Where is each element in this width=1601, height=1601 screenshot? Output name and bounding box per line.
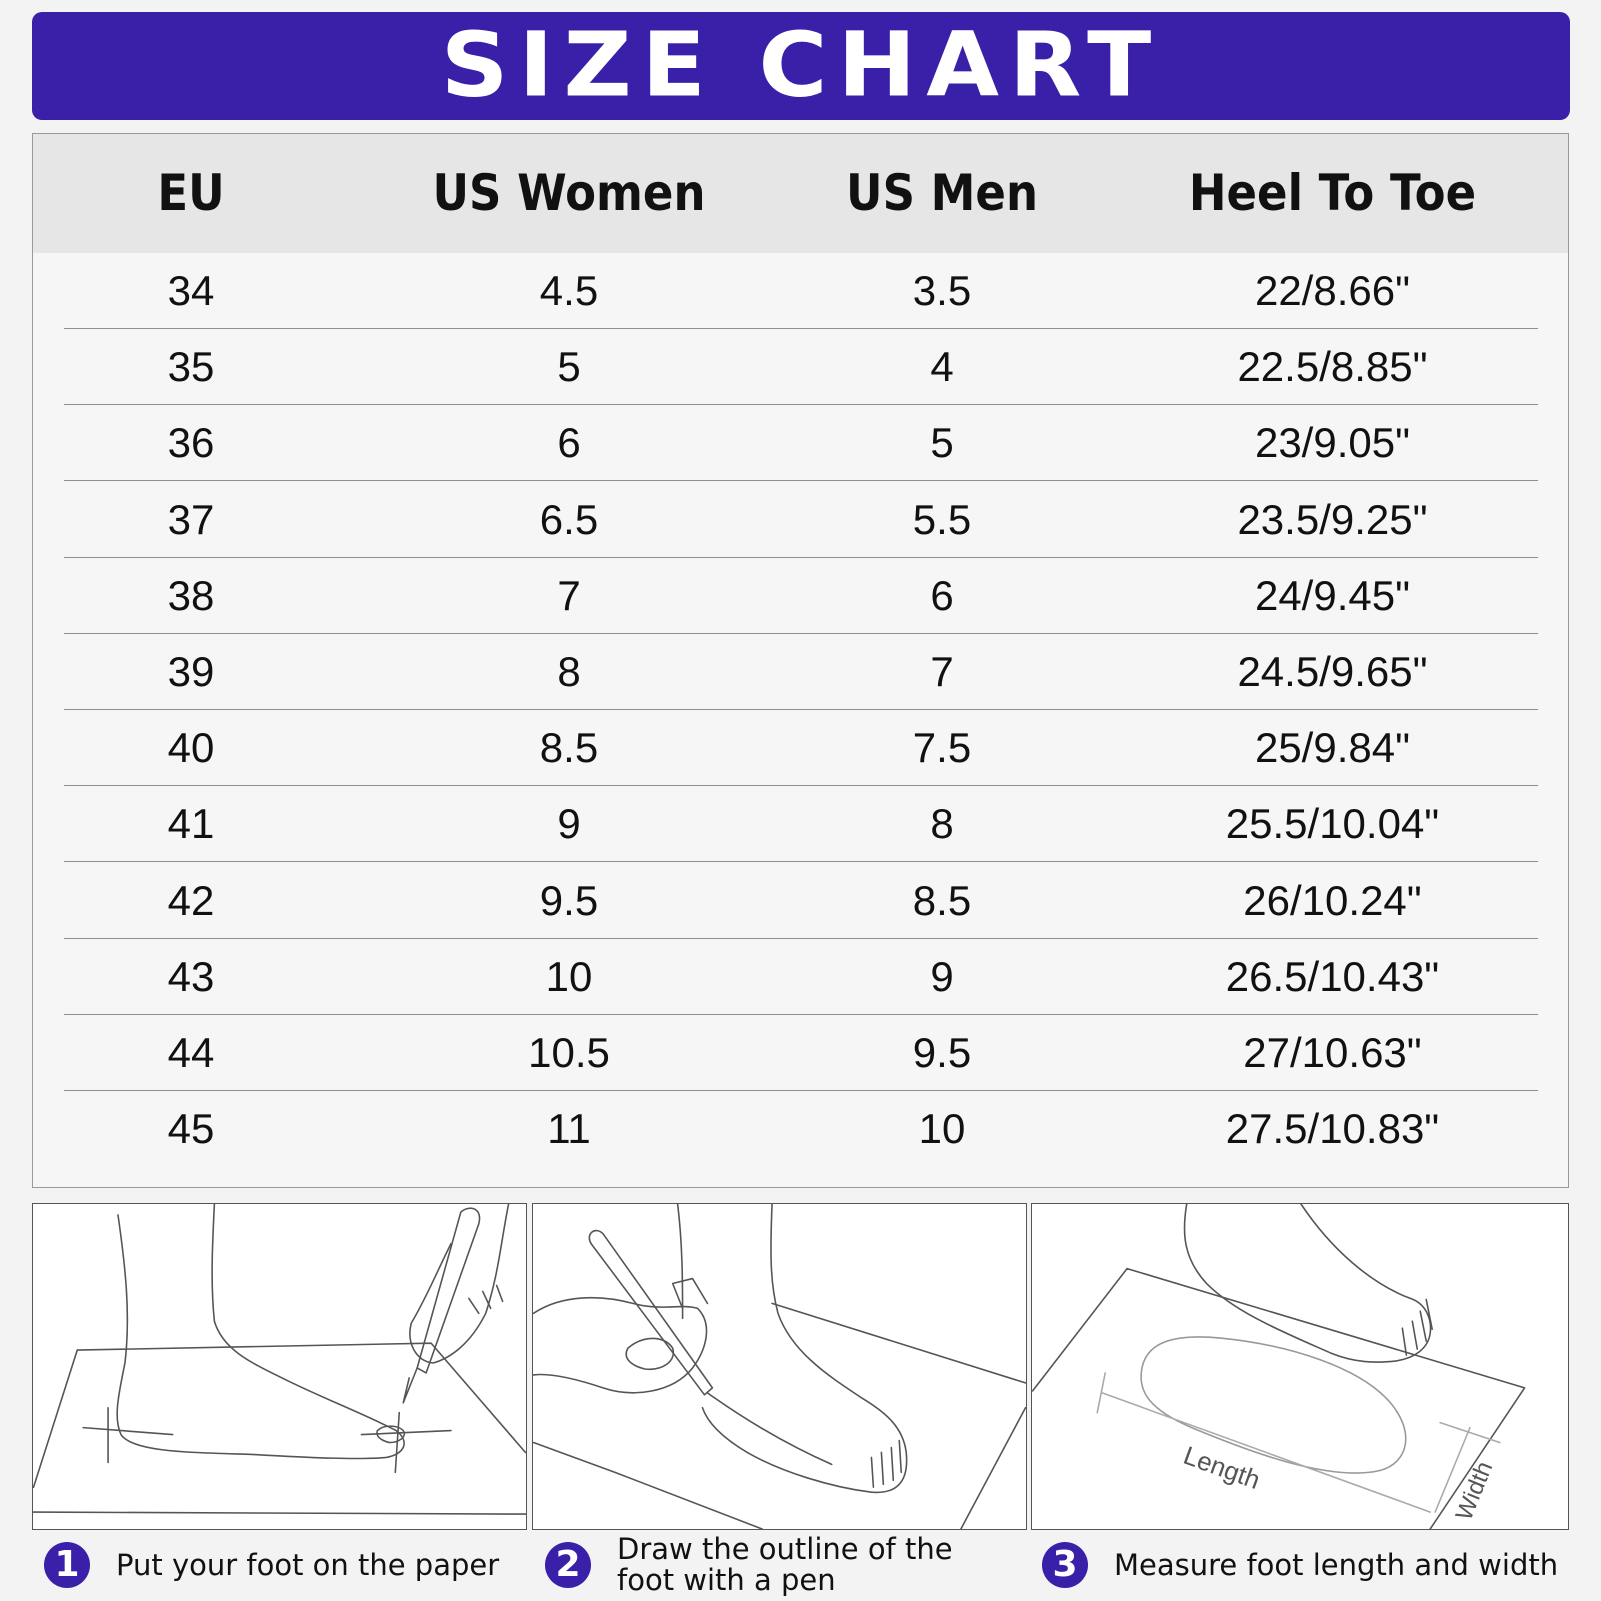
cell-us-men: 5 (930, 419, 954, 467)
cell-us-men: 5.5 (912, 495, 972, 543)
cell-us-women: 6.5 (539, 495, 599, 543)
foot-on-paper-illustration (33, 1204, 526, 1529)
width-label: Width (1450, 1457, 1499, 1525)
table-row (33, 482, 1568, 558)
step-2 (545, 1532, 1005, 1597)
cell-eu: 34 (167, 267, 215, 314)
step-1-text: Put your foot on the paper (116, 1547, 500, 1582)
table-row (33, 253, 1568, 329)
cell-heel-to-toe: 27.5/10.83" (1225, 1105, 1440, 1153)
cell-heel-to-toe: 24.5/9.65" (1237, 648, 1428, 695)
step-3 (1042, 1539, 1558, 1591)
cell-us-women: 11 (547, 1105, 591, 1153)
cell-heel-to-toe: 25.5/10.04" (1225, 800, 1440, 848)
cell-us-men: 3.5 (912, 267, 972, 314)
cell-us-women: 9.5 (539, 876, 599, 924)
table-row (33, 786, 1568, 862)
cell-heel-to-toe: 22/8.66" (1254, 267, 1411, 314)
measuring-foot-illustration (1032, 1204, 1568, 1529)
cell-heel-to-toe: 27/10.63" (1243, 1029, 1422, 1076)
step-2-text: Draw the outline of the foot with a pen (617, 1532, 953, 1597)
cell-us-women: 8 (557, 648, 581, 695)
step-2-number-badge: 2 (545, 1542, 591, 1588)
drawing-outline-illustration (533, 1204, 1026, 1529)
cell-us-men: 8 (930, 800, 954, 848)
table-row (33, 939, 1568, 1015)
cell-us-women: 7 (557, 571, 581, 619)
cell-eu: 43 (167, 952, 215, 1000)
header-us-men: US Men (846, 164, 1038, 222)
cell-us-women: 6 (557, 419, 581, 467)
cell-us-men: 7.5 (912, 724, 972, 772)
cell-eu: 36 (167, 419, 215, 467)
cell-us-men: 4 (930, 343, 954, 391)
table-row (33, 558, 1568, 634)
cell-heel-to-toe: 23.5/9.25" (1237, 495, 1428, 543)
table-row (33, 329, 1568, 405)
step-3-number-badge: 3 (1042, 1542, 1088, 1588)
table-row (33, 710, 1568, 786)
cell-us-men: 10 (918, 1105, 966, 1153)
cell-eu: 42 (167, 876, 215, 924)
cell-us-women: 5 (557, 343, 581, 391)
cell-eu: 45 (167, 1105, 215, 1153)
step-3-panel (1031, 1203, 1569, 1530)
step-2-panel (532, 1203, 1027, 1530)
cell-eu: 41 (167, 800, 215, 848)
step-1 (44, 1539, 499, 1591)
cell-heel-to-toe: 26/10.24" (1243, 876, 1422, 924)
cell-us-women: 8.5 (539, 724, 599, 772)
cell-eu: 44 (167, 1029, 215, 1076)
table-row (33, 405, 1568, 481)
cell-us-men: 6 (930, 571, 954, 619)
cell-eu: 35 (167, 343, 215, 391)
cell-us-men: 9.5 (912, 1029, 972, 1076)
cell-heel-to-toe: 25/9.84" (1254, 724, 1411, 772)
header-us-women: US Women (432, 164, 706, 222)
cell-eu: 40 (167, 724, 215, 772)
cell-eu: 37 (167, 495, 215, 543)
cell-eu: 38 (167, 571, 215, 619)
length-label: Length (1179, 1441, 1264, 1496)
step-3-text: Measure foot length and width (1114, 1547, 1559, 1582)
table-row (33, 863, 1568, 939)
cell-us-women: 10.5 (528, 1029, 610, 1076)
size-table (32, 133, 1569, 1188)
cell-us-men: 9 (930, 952, 954, 1000)
table-row (33, 634, 1568, 710)
cell-heel-to-toe: 23/9.05" (1254, 419, 1411, 467)
cell-heel-to-toe: 22.5/8.85" (1237, 343, 1428, 391)
cell-heel-to-toe: 26.5/10.43" (1225, 952, 1440, 1000)
cell-eu: 39 (167, 648, 215, 695)
table-row (33, 1091, 1568, 1167)
page-title: SIZE CHART (440, 13, 1162, 118)
cell-us-men: 7 (930, 648, 954, 695)
title-banner (32, 12, 1570, 120)
table-row (33, 1015, 1568, 1091)
header-eu: EU (157, 164, 225, 222)
header-heel-to-toe: Heel To Toe (1188, 164, 1477, 222)
cell-us-women: 4.5 (539, 267, 599, 314)
step-1-number-badge: 1 (44, 1542, 90, 1588)
cell-heel-to-toe: 24/9.45" (1254, 571, 1411, 619)
cell-us-women: 9 (557, 800, 581, 848)
table-header-row (33, 134, 1568, 253)
cell-us-women: 10 (545, 952, 593, 1000)
cell-us-men: 8.5 (912, 876, 972, 924)
step-1-panel (32, 1203, 527, 1530)
